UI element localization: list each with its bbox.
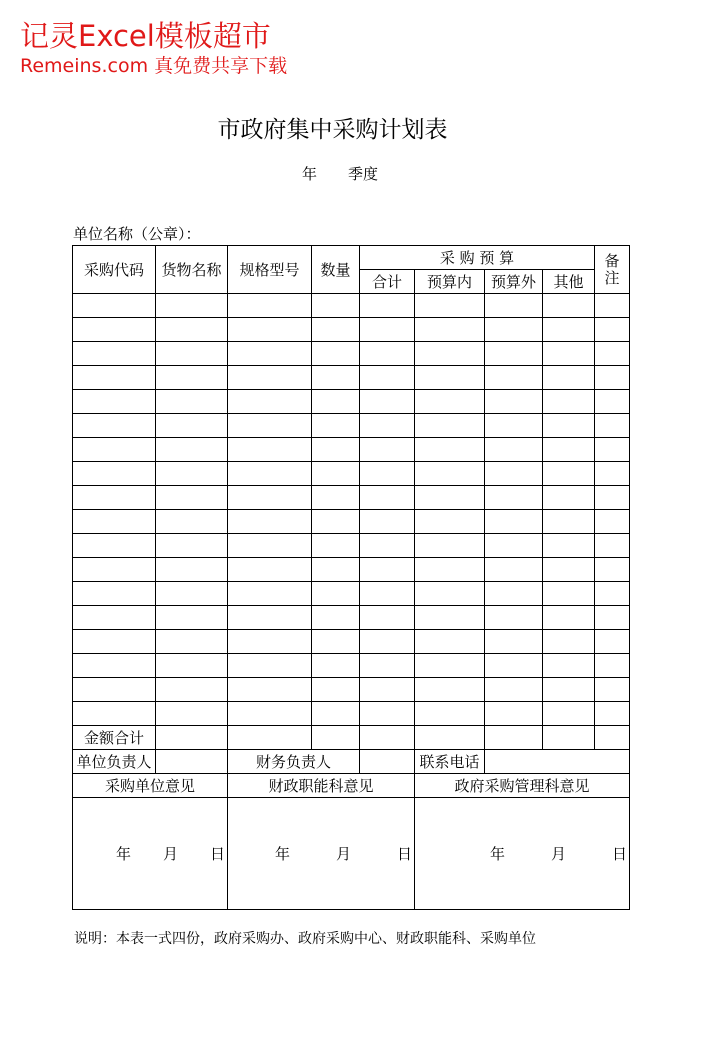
table-cell[interactable] [415, 318, 485, 342]
table-row [73, 318, 630, 342]
table-cell[interactable] [543, 366, 595, 390]
table-cell[interactable] [543, 582, 595, 606]
table-cell[interactable] [156, 654, 228, 678]
table-cell[interactable] [228, 414, 312, 438]
table-cell[interactable] [485, 438, 543, 462]
table-cell[interactable] [156, 678, 228, 702]
table-cell[interactable] [415, 294, 485, 318]
table-cell[interactable] [73, 462, 156, 486]
table-cell[interactable] [595, 534, 630, 558]
table-cell[interactable] [228, 342, 312, 366]
table-row [73, 582, 630, 606]
header-budget: 采 购 预 算 [360, 246, 595, 270]
table-row [73, 462, 630, 486]
date-day: 日 [209, 844, 225, 863]
table-cell[interactable] [543, 702, 595, 726]
table-cell[interactable] [360, 294, 415, 318]
table-cell[interactable] [156, 294, 228, 318]
table-cell[interactable] [595, 510, 630, 534]
table-cell[interactable] [543, 534, 595, 558]
table-cell[interactable] [312, 582, 360, 606]
opinion-finance-label: 财政职能科意见 [228, 774, 415, 798]
table-cell[interactable] [543, 486, 595, 510]
table-cell[interactable] [415, 558, 485, 582]
table-row [73, 342, 630, 366]
table-cell[interactable] [415, 702, 485, 726]
table-row [73, 414, 630, 438]
opinion-finance-box[interactable] [228, 798, 415, 910]
table-cell[interactable] [73, 438, 156, 462]
table-cell[interactable] [360, 558, 415, 582]
table-cell[interactable] [73, 318, 156, 342]
table-cell[interactable] [312, 606, 360, 630]
table-cell[interactable] [595, 438, 630, 462]
table-cell[interactable] [360, 414, 415, 438]
table-cell[interactable] [228, 510, 312, 534]
table-cell[interactable] [73, 534, 156, 558]
opinion-gov-label: 政府采购管理科意见 [415, 774, 630, 798]
table-cell[interactable] [543, 390, 595, 414]
table-cell[interactable] [156, 318, 228, 342]
table-cell[interactable] [156, 534, 228, 558]
procurement-table [72, 245, 630, 910]
table-cell[interactable] [595, 414, 630, 438]
table-cell[interactable] [73, 294, 156, 318]
total-cell[interactable] [485, 726, 543, 750]
header-qty: 数量 [312, 246, 360, 294]
total-label: 金额合计 [73, 726, 156, 750]
table-cell[interactable] [485, 510, 543, 534]
table-cell[interactable] [415, 414, 485, 438]
table-cell[interactable] [485, 462, 543, 486]
table-cell[interactable] [73, 366, 156, 390]
table-cell[interactable] [312, 294, 360, 318]
table-cell[interactable] [360, 606, 415, 630]
opinion-header-row [73, 774, 630, 798]
table-cell[interactable] [595, 582, 630, 606]
table-cell[interactable] [73, 702, 156, 726]
table-cell[interactable] [415, 462, 485, 486]
table-cell[interactable] [415, 486, 485, 510]
document-title: 市政府集中采购计划表 [217, 117, 448, 143]
table-cell[interactable] [360, 534, 415, 558]
table-cell[interactable] [312, 678, 360, 702]
table-cell[interactable] [312, 534, 360, 558]
table-cell[interactable] [595, 558, 630, 582]
date-month: 月 [335, 844, 351, 863]
total-cell[interactable] [312, 726, 360, 750]
finance-head-label: 财务负责人 [228, 750, 360, 774]
table-cell[interactable] [595, 390, 630, 414]
table-cell[interactable] [360, 462, 415, 486]
table-row [73, 702, 630, 726]
table-cell[interactable] [415, 438, 485, 462]
table-cell[interactable] [543, 558, 595, 582]
table-cell[interactable] [73, 414, 156, 438]
table-cell[interactable] [312, 438, 360, 462]
phone-value[interactable] [485, 750, 630, 774]
table-cell[interactable] [228, 654, 312, 678]
table-cell[interactable] [543, 414, 595, 438]
table-row [73, 534, 630, 558]
table-cell[interactable] [228, 438, 312, 462]
table-cell[interactable] [595, 630, 630, 654]
table-cell[interactable] [415, 654, 485, 678]
table-cell[interactable] [543, 654, 595, 678]
table-cell[interactable] [360, 582, 415, 606]
table-cell[interactable] [543, 342, 595, 366]
total-cell[interactable] [595, 726, 630, 750]
table-cell[interactable] [73, 486, 156, 510]
total-cell[interactable] [415, 726, 485, 750]
table-cell[interactable] [228, 318, 312, 342]
header-remark-1: 备 [604, 251, 620, 270]
table-cell[interactable] [360, 678, 415, 702]
table-cell[interactable] [485, 534, 543, 558]
table-cell[interactable] [312, 510, 360, 534]
header-remark-2: 注 [604, 268, 620, 287]
watermark-title: 记灵Excel模板超市 [20, 19, 271, 53]
table-cell[interactable] [360, 702, 415, 726]
table-cell[interactable] [73, 510, 156, 534]
total-cell[interactable] [360, 726, 415, 750]
table-cell[interactable] [415, 534, 485, 558]
table-cell[interactable] [312, 366, 360, 390]
table-cell[interactable] [595, 486, 630, 510]
table-cell[interactable] [156, 462, 228, 486]
table-cell[interactable] [595, 366, 630, 390]
table-cell[interactable] [312, 486, 360, 510]
table-cell[interactable] [360, 486, 415, 510]
table-cell[interactable] [543, 630, 595, 654]
table-cell[interactable] [228, 366, 312, 390]
table-cell[interactable] [360, 342, 415, 366]
header-out-budget: 预算外 [485, 270, 543, 294]
table-cell[interactable] [312, 702, 360, 726]
table-cell[interactable] [415, 510, 485, 534]
table-cell[interactable] [156, 342, 228, 366]
table-cell[interactable] [73, 342, 156, 366]
opinion-unit-label: 采购单位意见 [73, 774, 228, 798]
total-cell[interactable] [228, 726, 312, 750]
responsible-row [73, 750, 630, 774]
date-year: 年 [115, 844, 131, 863]
table-cell[interactable] [485, 582, 543, 606]
table-cell[interactable] [228, 390, 312, 414]
opinion-unit-box[interactable] [73, 798, 228, 910]
header-row-1 [73, 246, 630, 270]
table-cell[interactable] [415, 678, 485, 702]
table-cell[interactable] [312, 462, 360, 486]
table-cell[interactable] [228, 678, 312, 702]
table-cell[interactable] [156, 582, 228, 606]
table-cell[interactable] [156, 414, 228, 438]
table-cell[interactable] [595, 702, 630, 726]
table-row [73, 654, 630, 678]
table-cell[interactable] [360, 390, 415, 414]
header-goods: 货物名称 [156, 246, 228, 294]
table-cell[interactable] [415, 366, 485, 390]
table-cell[interactable] [156, 390, 228, 414]
table-cell[interactable] [156, 702, 228, 726]
table-cell[interactable] [543, 294, 595, 318]
table-cell[interactable] [156, 630, 228, 654]
table-cell[interactable] [595, 654, 630, 678]
period-year: 年 [302, 165, 318, 183]
table-cell[interactable] [595, 318, 630, 342]
table-cell[interactable] [543, 318, 595, 342]
table-cell[interactable] [228, 630, 312, 654]
table-cell[interactable] [228, 486, 312, 510]
table-cell[interactable] [360, 438, 415, 462]
table-cell[interactable] [73, 558, 156, 582]
table-row [73, 558, 630, 582]
table-cell[interactable] [228, 606, 312, 630]
table-cell[interactable] [485, 630, 543, 654]
table-row [73, 510, 630, 534]
table-cell[interactable] [228, 534, 312, 558]
table-cell[interactable] [485, 390, 543, 414]
table-cell[interactable] [312, 630, 360, 654]
table-cell[interactable] [312, 414, 360, 438]
table-cell[interactable] [312, 558, 360, 582]
table-cell[interactable] [156, 366, 228, 390]
table-cell[interactable] [485, 606, 543, 630]
table-cell[interactable] [228, 294, 312, 318]
table-cell[interactable] [415, 630, 485, 654]
table-cell[interactable] [415, 390, 485, 414]
table-cell[interactable] [485, 702, 543, 726]
table-cell[interactable] [360, 366, 415, 390]
table-cell[interactable] [595, 342, 630, 366]
table-cell[interactable] [595, 294, 630, 318]
table-cell[interactable] [73, 606, 156, 630]
table-cell[interactable] [415, 582, 485, 606]
total-cell[interactable] [543, 726, 595, 750]
unit-head-label: 单位负责人 [73, 750, 156, 774]
table-cell[interactable] [485, 558, 543, 582]
table-cell[interactable] [360, 510, 415, 534]
total-row [73, 726, 630, 750]
table-cell[interactable] [228, 558, 312, 582]
table-cell[interactable] [485, 366, 543, 390]
phone-label: 联系电话 [415, 750, 485, 774]
table-cell[interactable] [228, 462, 312, 486]
table-cell[interactable] [156, 438, 228, 462]
table-cell[interactable] [312, 318, 360, 342]
table-row [73, 630, 630, 654]
table-row [73, 438, 630, 462]
table-cell[interactable] [156, 558, 228, 582]
table-row [73, 390, 630, 414]
date-day: 日 [611, 844, 627, 863]
table-cell[interactable] [415, 342, 485, 366]
header-spec: 规格型号 [228, 246, 312, 294]
table-cell[interactable] [73, 654, 156, 678]
opinion-gov-box[interactable] [415, 798, 630, 910]
table-cell[interactable] [73, 582, 156, 606]
table-cell[interactable] [156, 510, 228, 534]
date-month: 月 [162, 844, 178, 863]
unit-head-value[interactable] [156, 750, 228, 774]
header-other: 其他 [543, 270, 595, 294]
table-cell[interactable] [543, 678, 595, 702]
date-month: 月 [550, 844, 566, 863]
table-row [73, 294, 630, 318]
table-cell[interactable] [228, 702, 312, 726]
header-remark [595, 246, 630, 294]
table-cell[interactable] [156, 606, 228, 630]
total-cell[interactable] [156, 726, 228, 750]
table-cell[interactable] [485, 678, 543, 702]
table-cell[interactable] [73, 678, 156, 702]
finance-head-value[interactable] [360, 750, 415, 774]
watermark-subtitle: Remeins.com 真免费共享下载 [20, 55, 288, 77]
table-cell[interactable] [228, 582, 312, 606]
table-cell[interactable] [543, 462, 595, 486]
table-cell[interactable] [543, 606, 595, 630]
table-row [73, 606, 630, 630]
table-cell[interactable] [543, 510, 595, 534]
table-cell[interactable] [485, 654, 543, 678]
table-cell[interactable] [312, 654, 360, 678]
table-cell[interactable] [485, 414, 543, 438]
table-cell[interactable] [312, 342, 360, 366]
table-cell[interactable] [485, 294, 543, 318]
table-row [73, 678, 630, 702]
date-day: 日 [396, 844, 412, 863]
table-cell[interactable] [312, 390, 360, 414]
table-cell[interactable] [543, 438, 595, 462]
header-in-budget: 预算内 [415, 270, 485, 294]
table-cell[interactable] [485, 486, 543, 510]
table-cell[interactable] [73, 390, 156, 414]
table-cell[interactable] [595, 462, 630, 486]
table-cell[interactable] [485, 318, 543, 342]
header-total: 合计 [360, 270, 415, 294]
date-year: 年 [274, 844, 290, 863]
table-cell[interactable] [485, 342, 543, 366]
footnote: 说明：本表一式四份，政府采购办、政府采购中心、财政职能科、采购单位 [74, 931, 536, 947]
period-quarter: 季度 [348, 165, 379, 183]
date-year: 年 [489, 844, 505, 863]
table-cell[interactable] [360, 630, 415, 654]
table-cell[interactable] [415, 606, 485, 630]
table-cell[interactable] [595, 678, 630, 702]
table-cell[interactable] [360, 318, 415, 342]
opinion-sign-row [73, 798, 630, 910]
unit-name-label: 单位名称（公章）： [73, 225, 201, 243]
table-cell[interactable] [595, 606, 630, 630]
table-row [73, 366, 630, 390]
table-cell[interactable] [360, 654, 415, 678]
header-code: 采购代码 [73, 246, 156, 294]
table-cell[interactable] [73, 630, 156, 654]
table-row [73, 486, 630, 510]
table-cell[interactable] [156, 486, 228, 510]
